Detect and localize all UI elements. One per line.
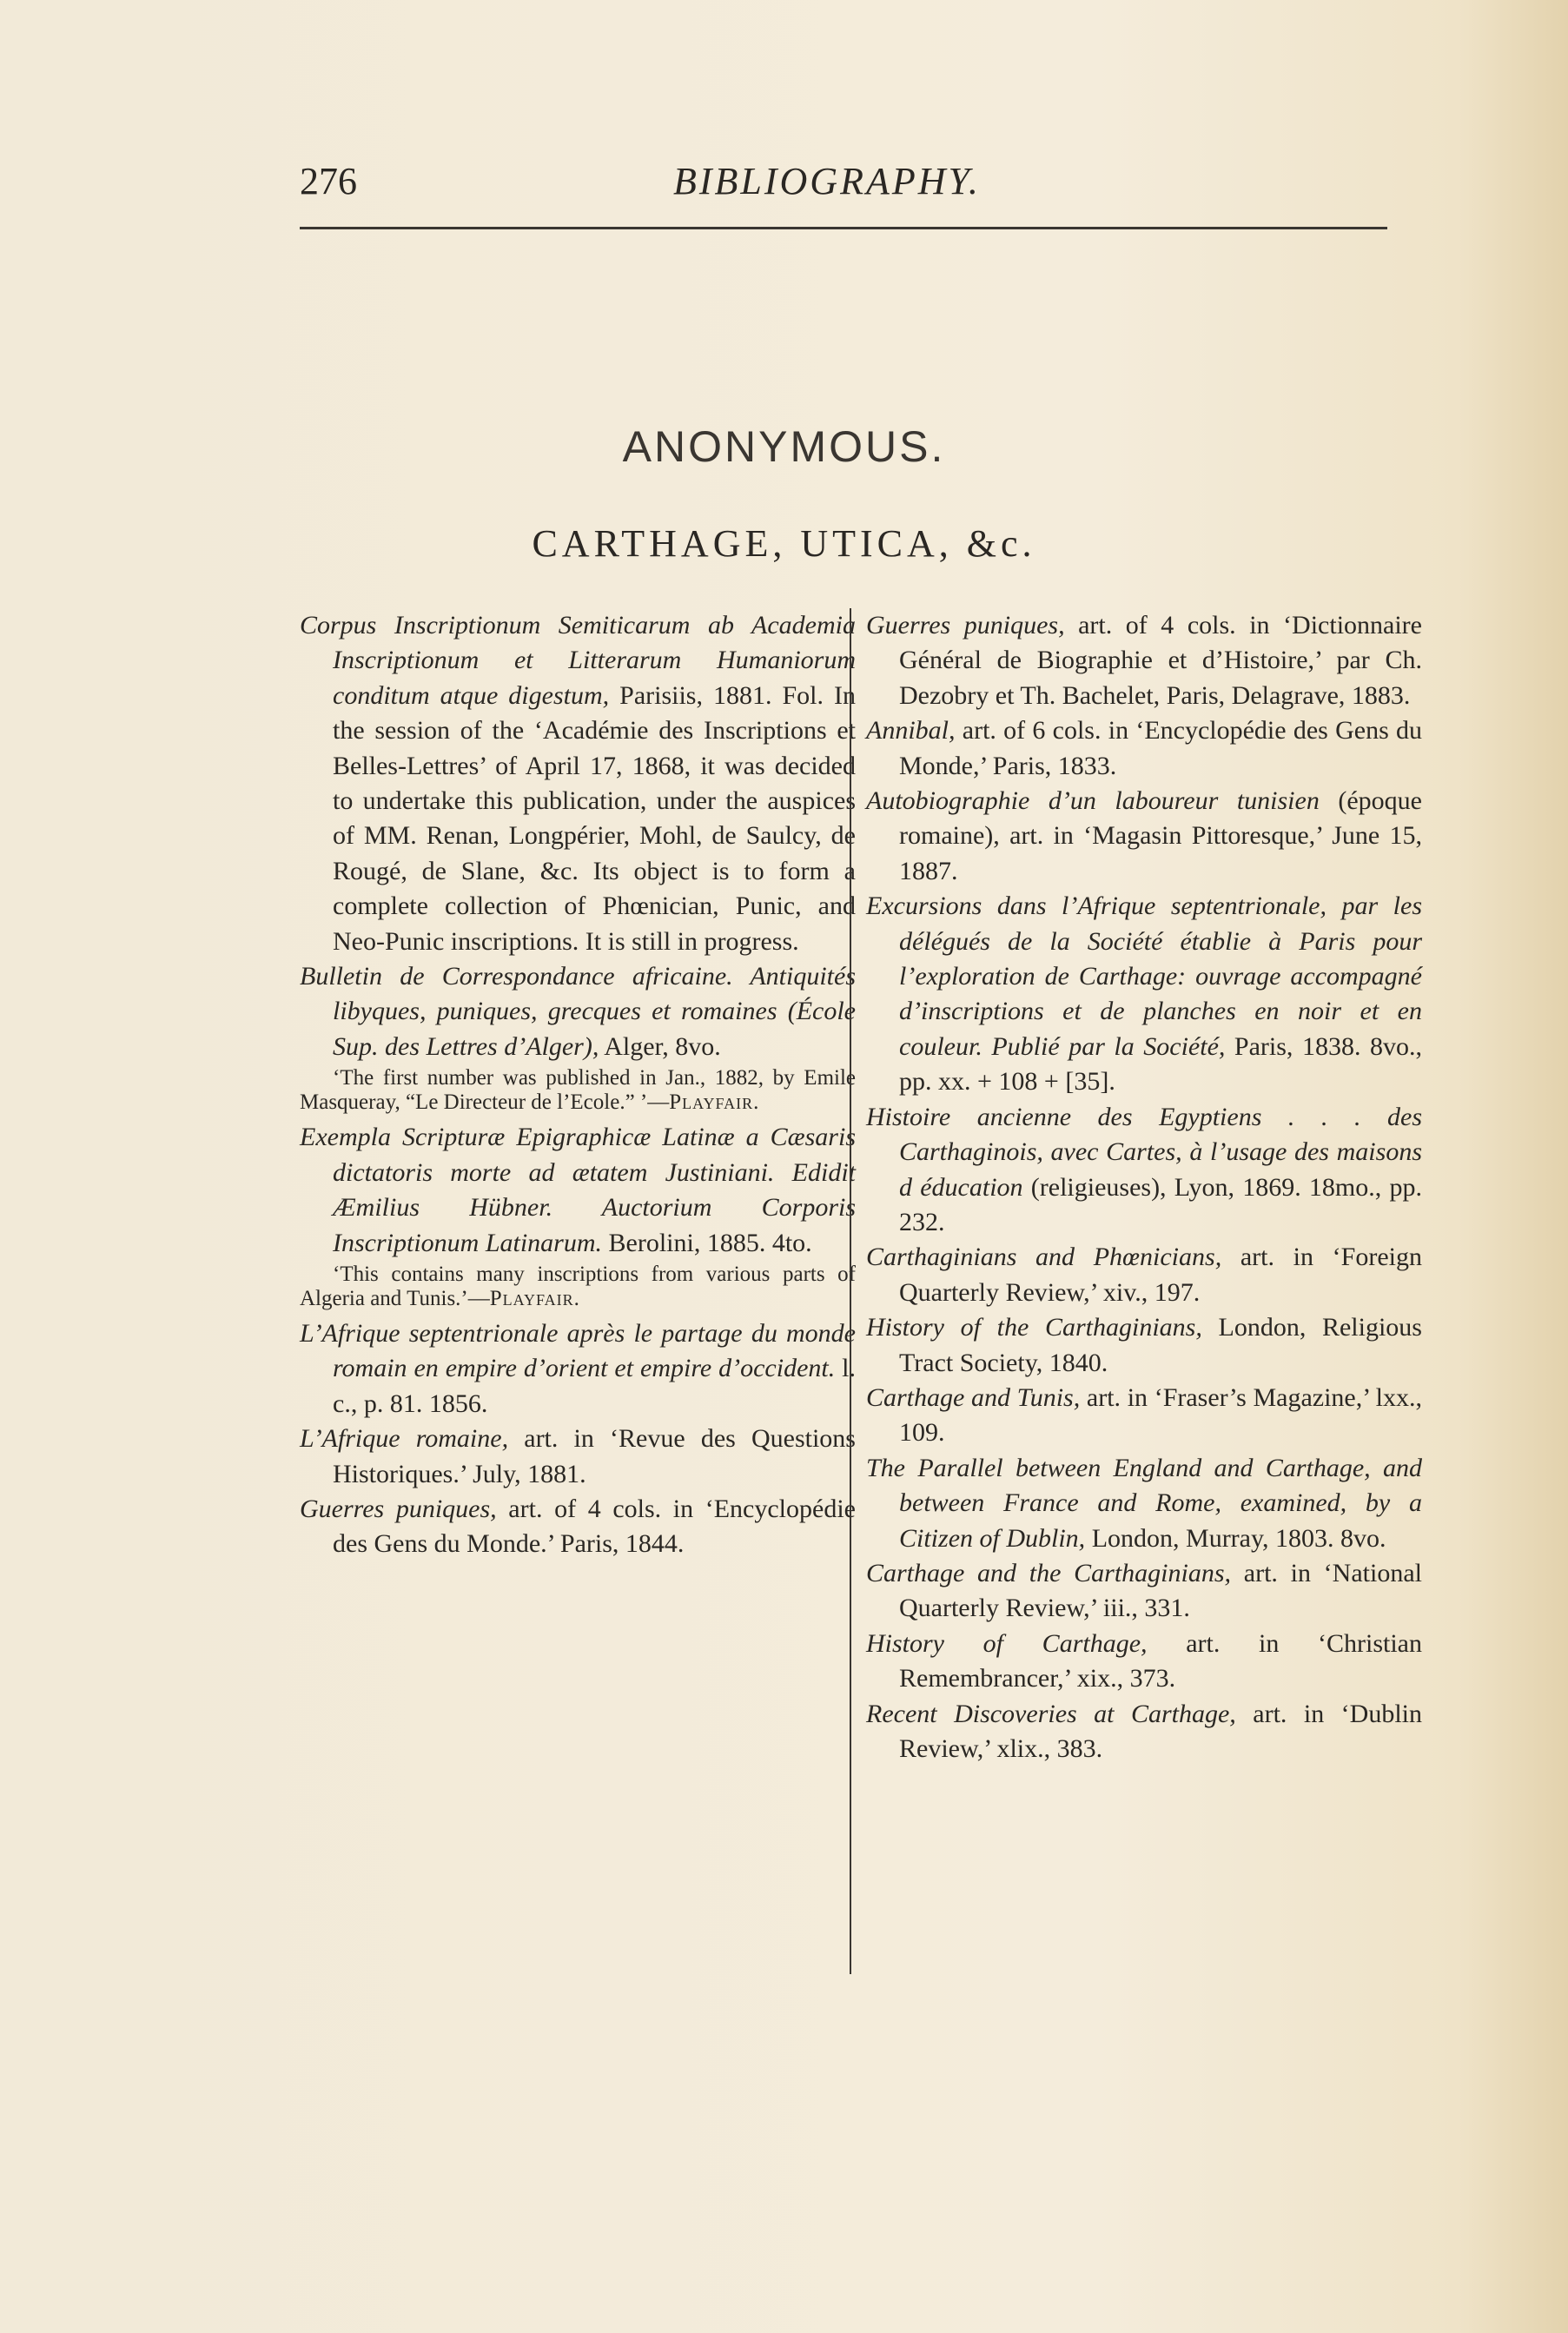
bibliography-entry [300,1422,856,1492]
entry-title: The Parallel between England and Carthage, and between France and Rome, examined, by a Citizen of Dublin, [866,1453,1422,1553]
bibliography-entry [300,608,856,959]
entry-title: Excursions dans l’Afrique septentrionale, par les délégués de la Société établie à Paris pour l’exploration de Carthage: ouvrage accompagné d’inscriptions et de planches en noir et en couleur. Publié par la Société, [866,891,1422,1061]
bibliography-entry [866,889,1422,1099]
header-rule [300,227,1387,229]
entry-details: art. in ‘Dublin Review,’ xlix., 383. [899,1699,1422,1763]
note-text: ‘This contains many inscriptions from various parts of Algeria and Tunis.’— [300,1262,856,1310]
bibliography-entry [300,959,856,1064]
entry-details: Alger, 8vo. [599,1031,721,1061]
left-column [300,608,856,1562]
bibliography-entry [866,608,1422,713]
entry-title: Corpus Inscriptionum Semiticarum ab Academia Inscriptionum et Litterarum Humaniorum conditum atque digestum, [300,611,856,710]
entry-title: L’Afrique romaine, [300,1424,509,1454]
entry-details: art. of 4 cols. in ‘Dictionnaire Général de Biographie et d’Histoire,’ par Ch. Dezobry et Th. Bachelet, Paris, Delagrave, 1883. [899,611,1422,710]
entry-title: Bulletin de Correspondance africaine. Antiquités libyques, puniques, grecques et romaines (École Sup. des Lettres d’Alger), [300,962,856,1061]
section-title: ANONYMOUS. [622,422,946,471]
entry-title: History of the Carthaginians, [866,1313,1202,1342]
entry-details: (religieuses), Lyon, 1869. 18mo., pp. 232. [899,1172,1422,1236]
entry-title: History of Carthage, [866,1628,1148,1658]
page-number: 276 [300,160,357,202]
entry-title: Guerres puniques, [300,1494,497,1523]
note-text: ‘The first number was published in Jan., 1882, by Emile Masqueray, “Le Directeur de l’Ecole.” ’— [300,1066,856,1115]
entry-note [300,1066,856,1115]
bibliography-entry [866,1310,1422,1381]
entry-details: Paris, 1838. 8vo., pp. xx. + 108 + [35]. [899,1031,1422,1097]
entry-details: Berolini, 1885. 4to. [602,1228,812,1257]
entry-details: London, Murray, 1803. 8vo. [1085,1523,1386,1553]
entry-details: art. of 6 cols. in ‘Encyclopédie des Gens du Monde,’ Paris, 1833. [899,716,1422,780]
entry-title: Histoire ancienne des Egyptiens . . . des Carthaginois, avec Cartes, à l’usage des maisons d éducation [866,1102,1422,1202]
entry-title: Annibal, [866,716,956,746]
column-divider [850,608,851,1974]
bibliography-entry [866,1556,1422,1627]
entry-note [300,1263,856,1311]
running-head: BIBLIOGRAPHY. [673,160,981,202]
entry-title: Guerres puniques, [866,611,1065,640]
bibliography-entry [866,1627,1422,1697]
bibliography-entry [866,1100,1422,1241]
entry-details: art. in ‘Revue des Questions Historiques.’ July, 1881. [333,1424,856,1488]
entry-details: Parisiis, 1881. Fol. In the session of the ‘Académie des Inscriptions et Belles-Lettres’ of April 17, 1868, it was decided to undertake this publication, under the auspices of MM. Renan, Longpérier, Mohl, de Saulcy, de Rougé, de Slane, &c. Its object is to form a complete collection of Phœnician, Punic, and Neo-Punic inscriptions. It is still in progress. [333,680,856,956]
bibliography-entry [866,1240,1422,1310]
entry-details: art. in ‘Foreign Quarterly Review,’ xiv., 197. [899,1243,1423,1307]
entry-title: L’Afrique septentrionale après le partage du monde romain en empire d’orient et empire d’occident. [300,1318,856,1383]
entry-title: Carthage and the Carthaginians, [866,1558,1232,1587]
entry-details: London, Religious Tract Society, 1840. [899,1313,1422,1377]
entry-title: Autobiographie d’un laboureur tunisien [866,786,1320,816]
entry-details: art. in ‘National Quarterly Review,’ iii., 331. [899,1558,1422,1623]
note-attribution: Playfair. [489,1286,580,1310]
entry-details: art. in ‘Christian Remembrancer,’ xix., 373. [899,1628,1422,1693]
entry-title: Carthage and Tunis, [866,1382,1081,1412]
page-header [300,159,1386,211]
entry-title: Carthaginians and Phœnicians, [866,1243,1222,1272]
bibliography-entry [866,784,1422,889]
bibliography-entry [300,1316,856,1422]
entry-details: l. c., p. 81. 1856. [333,1354,856,1418]
bibliography-entry [300,1120,856,1261]
entry-details: (époque romaine), art. in ‘Magasin Pittoresque,’ June 15, 1887. [899,786,1422,885]
bibliography-entry [866,1381,1422,1451]
section-subtitle: CARTHAGE, UTICA, &c. [532,522,1036,565]
right-column [866,608,1422,1766]
bibliography-entry [866,1697,1422,1767]
entry-title: Recent Discoveries at Carthage, [866,1699,1236,1728]
note-attribution: Playfair. [669,1090,760,1115]
bibliography-entry [866,1451,1422,1556]
entry-details: art. of 4 cols. in ‘Encyclopédie des Gens du Monde.’ Paris, 1844. [333,1494,856,1559]
bibliography-entry [300,1492,856,1562]
bibliography-entry [866,713,1422,784]
entry-title: Exempla Scripturæ Epigraphicæ Latinæ a Cæsaris dictatoris morte ad ætatem Justiniani. Edidit Æmilius Hübner. Auctorium Corporis Inscriptionum Latinarum. [300,1123,856,1257]
entry-details: art. in ‘Fraser’s Magazine,’ lxx., 109. [899,1382,1422,1448]
